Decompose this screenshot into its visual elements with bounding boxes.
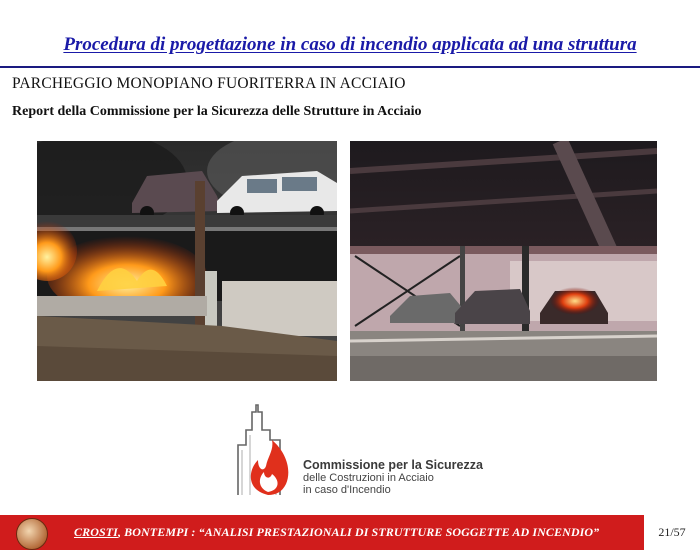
slide-title: Procedura di progettazione in caso di incendio applicata ad una struttura [63,34,637,55]
logo-line-3: in caso d'Incendio [303,484,391,496]
title-divider [0,66,700,68]
fire-photo-interior [350,141,657,381]
university-seal-icon [16,518,48,550]
footer-author-rest: , BONTEMPI : “ANALISI PRESTAZIONALI DI STRUTTURE SOGGETTE AD INCENDIO” [117,525,600,539]
logo-line-2: delle Costruzioni in Acciaio [303,472,434,484]
slide-subtitle: PARCHEGGIO MONOPIANO FUORITERRA IN ACCIAIO [12,75,406,92]
footer-bar [0,515,700,550]
footer-authors [74,525,599,540]
logo-line-1: Commissione per la Sicurezza [303,458,483,472]
logo-text [303,458,483,496]
footer-author-link[interactable]: CROSTI [74,525,118,539]
fire-photo-exterior [37,141,337,381]
report-caption: Report della Commissione per la Sicurezza delle Strutture in Acciaio [12,104,422,119]
page-number: 21/57 [642,515,700,550]
flame-building-icon [228,400,308,500]
